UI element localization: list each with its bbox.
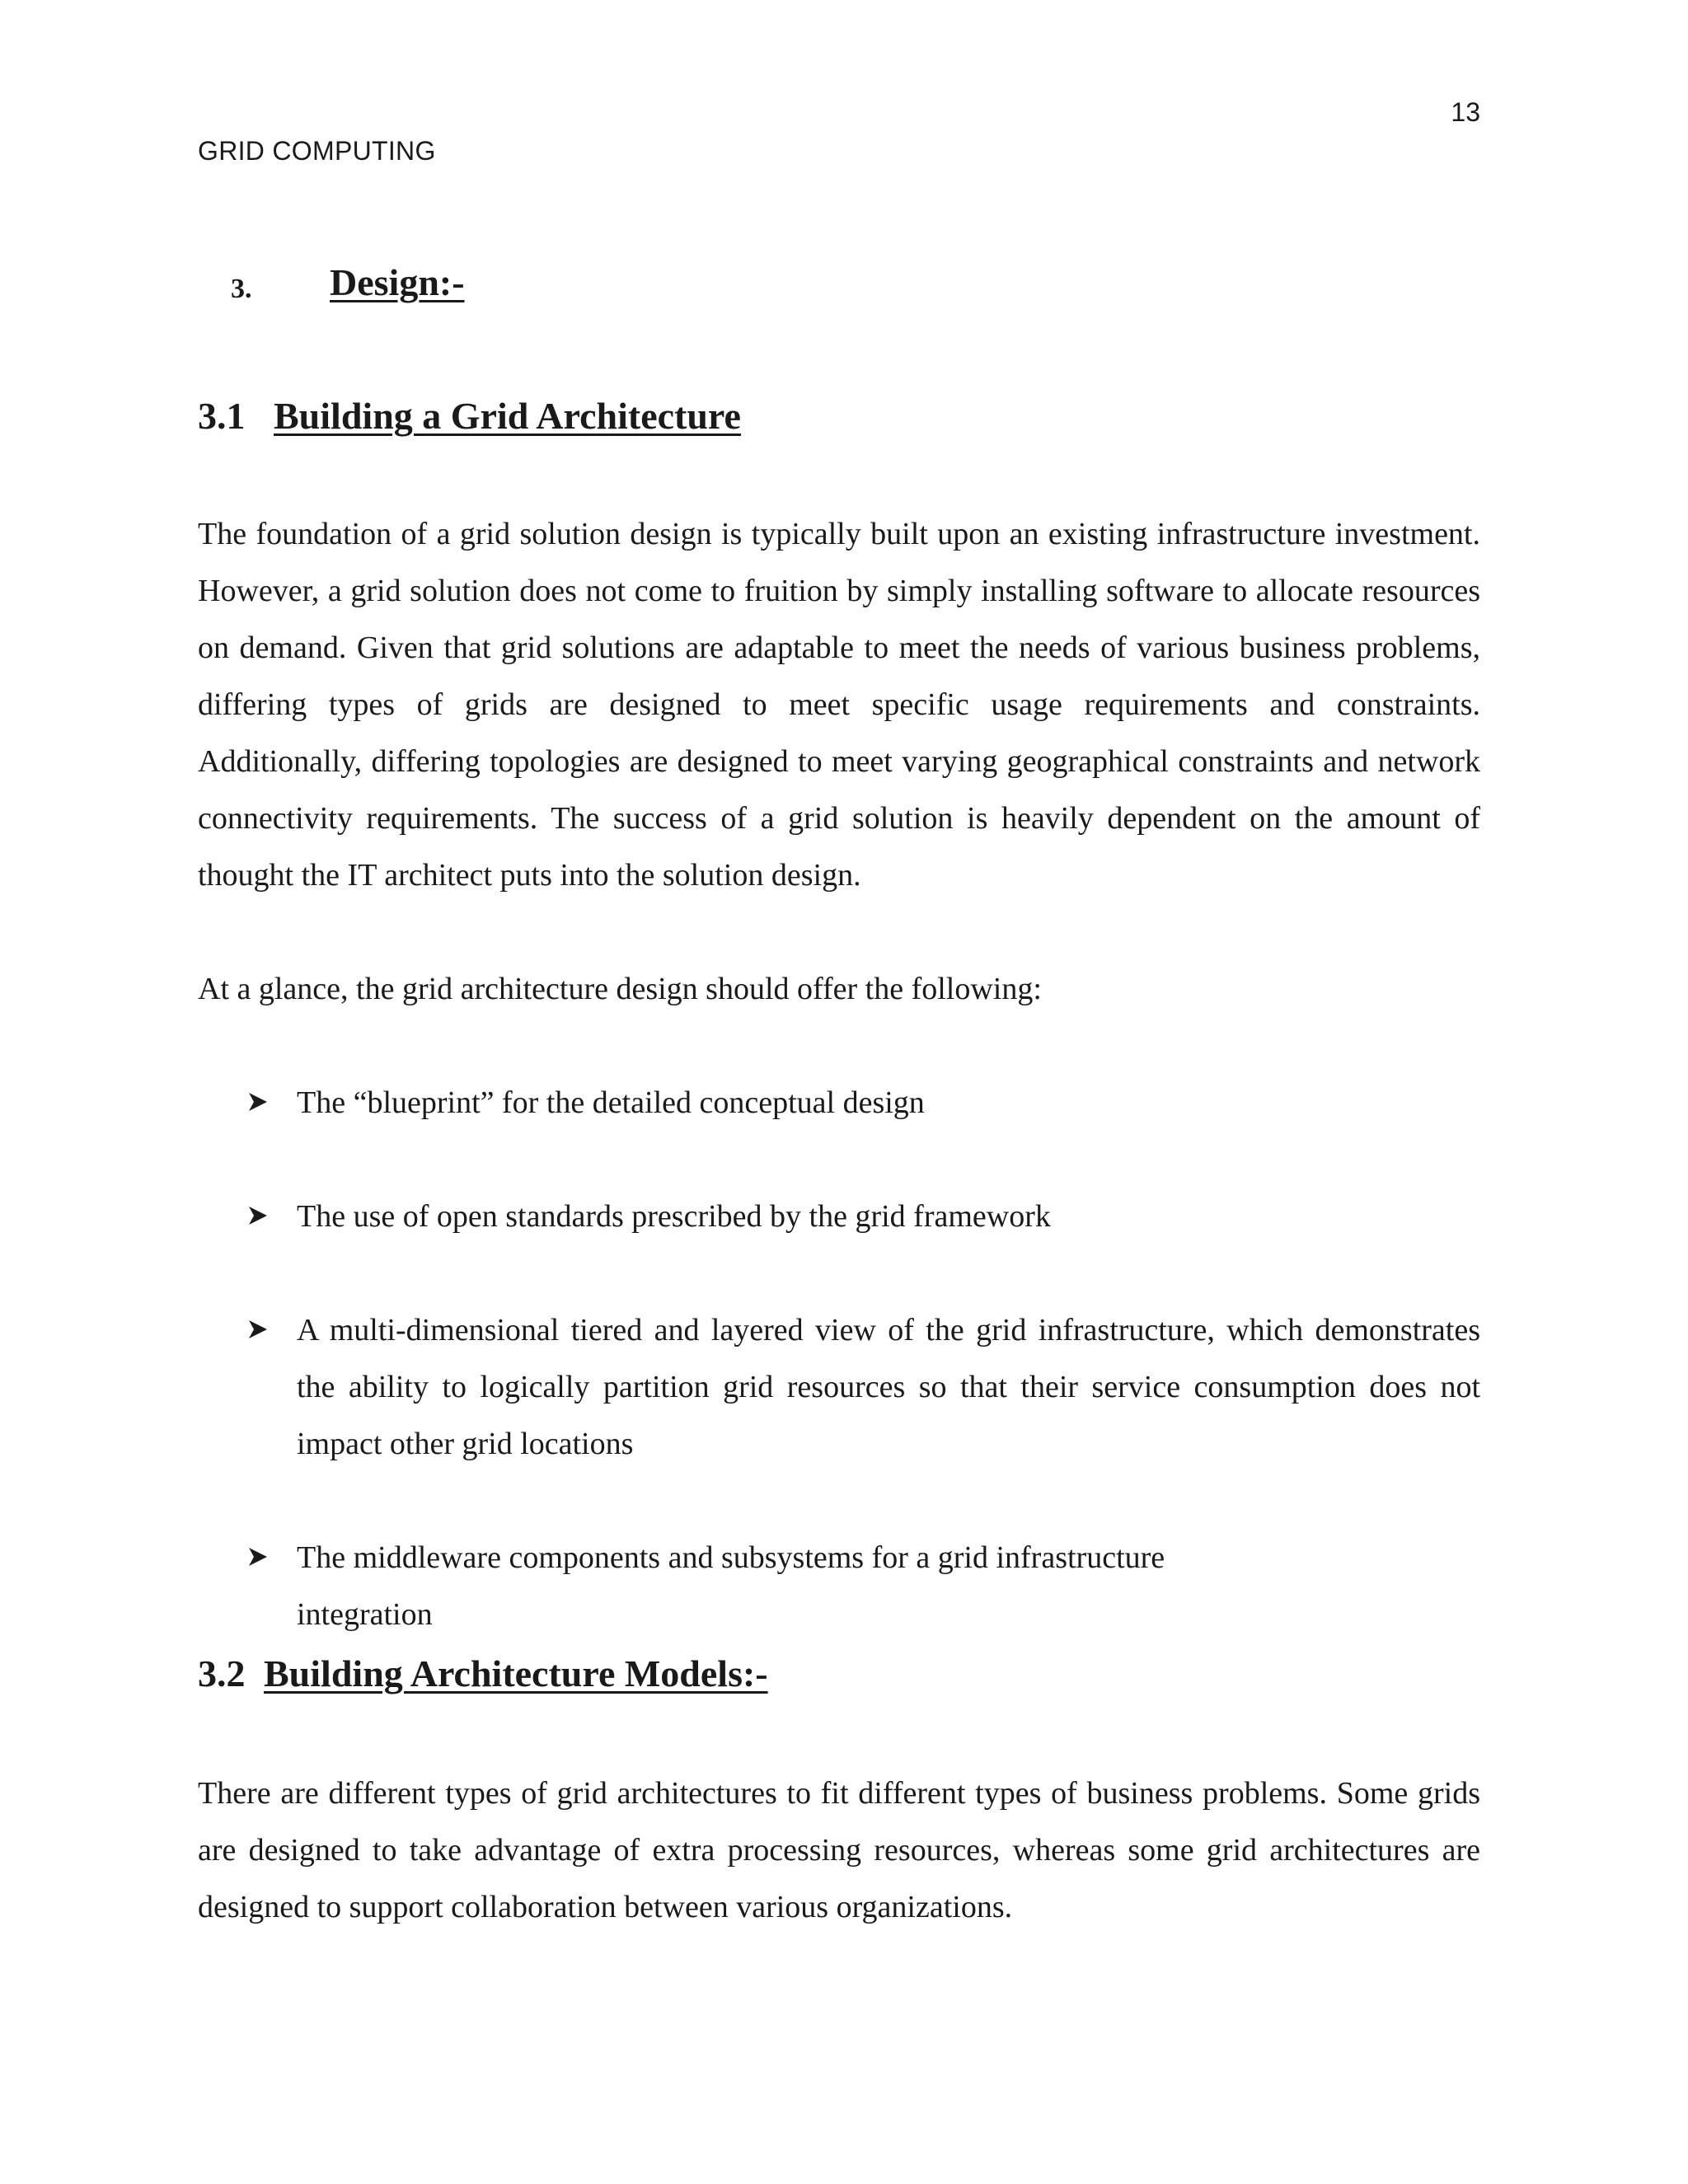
bullet-item <box>247 1530 1236 1643</box>
section-heading-3-2 <box>198 1652 768 1694</box>
chapter-title: Design:- <box>330 261 465 303</box>
running-header: GRID COMPUTING <box>198 136 436 166</box>
section-number: 3.2 <box>198 1652 246 1694</box>
bullet-text: The use of open standards prescribed by the grid framework <box>297 1199 1051 1234</box>
arrowhead-bullet-icon <box>247 1530 297 1568</box>
arrowhead-bullet-icon <box>247 1075 297 1113</box>
section-3-2-paragraph-1: There are different types of grid architectures to fit different types of business problems. Some grids are designed to take advantage of extra processing resources, whereas some grid architectures are designed to support collaboration between various organizations. <box>198 1776 1480 1924</box>
bullet-text: A multi-dimensional tiered and layered view of the grid infrastructure, which demonstrates the ability to logically partition grid resources so that their service consumption does not impact other grid locations <box>297 1313 1480 1461</box>
bullet-item <box>247 1188 1480 1245</box>
section-title: Building a Grid Architecture <box>274 395 741 437</box>
arrowhead-bullet-icon <box>247 1188 297 1226</box>
bullet-text: The “blueprint” for the detailed conceptual design <box>297 1085 925 1120</box>
section-3-1-paragraph-2: At a glance, the grid architecture design should offer the following: <box>198 972 1042 1006</box>
page-number: 13 <box>1451 97 1480 127</box>
bullet-text: The middleware components and subsystems for a grid infrastructure integration <box>297 1540 1165 1632</box>
section-title: Building Architecture Models:- <box>264 1652 768 1694</box>
bullet-item <box>247 1075 1480 1132</box>
section-heading-3-1 <box>198 397 741 435</box>
section-number: 3.1 <box>198 395 246 437</box>
bullet-item <box>247 1302 1480 1473</box>
section-3-1-paragraph-1: The foundation of a grid solution design is typically built upon an existing infrastructure investment. However, a grid solution does not come to fruition by simply installing software to allocate resources on demand. Given that grid solutions are adaptable to meet the needs of various business problems, differing types of grids are designed to meet specific usage requirements and constraints. Additionally, differing topologies are designed to meet varying geographical constraints and network connectivity requirements. The success of a grid solution is heavily dependent on the amount of thought the IT architect puts into the solution design. <box>198 517 1480 893</box>
chapter-number: 3. <box>231 274 252 304</box>
arrowhead-bullet-icon <box>247 1302 297 1340</box>
